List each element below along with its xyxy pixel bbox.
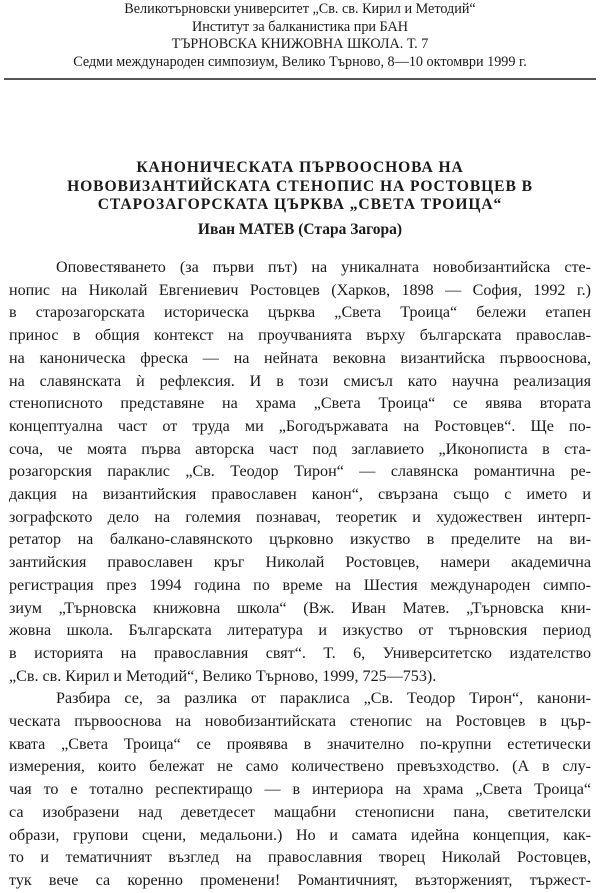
title-line: НОВОВИЗАНТИЙСКАТА СТЕНОПИС НА РОСТОВЦЕВ В bbox=[67, 177, 533, 195]
body-line: соча, че моята първа авторска част под заглавието „Иконописта в ста- bbox=[9, 440, 591, 458]
body-line: принос в общия контекст на проучванията върху българската православ- bbox=[9, 327, 591, 345]
institute-line: Институт за балканистика при БАН bbox=[192, 18, 408, 35]
body-line: „Св. св. Кирил и Методий“, Велико Търново, 1999, 725—753). bbox=[9, 667, 437, 685]
body-line: на каноническа фреска — на нейната вековна византийска първооснова, bbox=[9, 349, 591, 367]
body-line: дакция на византийския православен канон“, свързана също с името и bbox=[9, 486, 591, 504]
body-line: зиум „Търновска книжовна школа“ (Вж. Иван Матев. „Търновска кни- bbox=[9, 599, 591, 617]
body-line: тук вече са коренно променени! Романтичният, възторженият, тържест- bbox=[9, 871, 591, 889]
body-line: в историята на православния свят“. Т. 6, Университетско издателство bbox=[9, 644, 591, 662]
body-line: на славянската ѝ рефлексия. И в този смисъл като научна реализация bbox=[9, 372, 591, 390]
article-title bbox=[0, 159, 600, 215]
body-line: Оповестяването (за първи път) на уникалната новобизантийска сте- bbox=[56, 259, 591, 276]
body-line: нопис на Николай Евгениевич Ростовцев (Харков, 1898 — София, 1992 г.) bbox=[9, 281, 591, 299]
university-line: Великотърновски университет „Св. св. Кирил и Методий“ bbox=[124, 1, 476, 17]
article-body bbox=[9, 257, 591, 893]
body-line: жовна школа. Българската литература и изкуство от търновския период bbox=[9, 622, 591, 640]
body-line: стенописното представяне на храма „Света Троица“ се явява втората bbox=[9, 395, 591, 413]
body-line: квата „Света Троица“ се проявява в значително по-крупни естетически bbox=[9, 735, 591, 753]
body-line: концептуална част от труда ми „Богодържавата на Ростовцев“. Ще по- bbox=[9, 417, 591, 435]
publication-header bbox=[0, 0, 600, 71]
title-line: КАНОНИЧЕСКАТА ПЪРВООСНОВА НА bbox=[136, 159, 464, 176]
title-line: СТАРОЗАГОРСКАТА ЦЪРКВА „СВЕТА ТРОИЦА“ bbox=[97, 196, 503, 213]
header-divider bbox=[4, 78, 596, 80]
body-line: ческата първооснова на новобизантийската стенопис на Ростовцев в цър- bbox=[9, 713, 591, 731]
body-line: то и тематичният възглед на православния творец Николай Ростовцев, bbox=[9, 849, 591, 867]
body-line: зантийския православен кръг Николай Ростовцев, намери академична bbox=[9, 554, 591, 572]
article-author: Иван МАТЕВ (Стара Загора) bbox=[197, 221, 403, 238]
body-line: в старозагорската историческа църква „Света Троица“ бележи етапен bbox=[9, 304, 591, 322]
body-line: ретатор на балкано-славянското църковно изкуство в пределите на ви- bbox=[9, 531, 591, 549]
body-line: чая то е тотално респектиращо — в интериора на храма „Света Троица“ bbox=[9, 781, 591, 799]
body-line: Разбира се, за разлика от параклиса „Св. Теодор Тирон“, канони- bbox=[56, 690, 591, 708]
body-line: образи, групови сцени, медальони.) Но и самата идейна концепция, как- bbox=[9, 826, 591, 844]
body-line: са изобразени над деветдесет мащабни стенописни пана, светителски bbox=[9, 803, 591, 821]
body-line: зографското дело на големия познавач, теоретик и художествен интерп- bbox=[9, 508, 591, 526]
body-line: регистрация през 1994 година по време на Шестия международен симпо- bbox=[9, 576, 591, 594]
body-line: розагорския параклис „Св. Теодор Тирон“ — славянска романтична ре- bbox=[9, 463, 591, 481]
series-title-line: ТЪРНОВСКА КНИЖОВНА ШКОЛА. Т. 7 bbox=[171, 36, 429, 52]
symposium-line: Седми международен симпозиум, Велико Търново, 8—10 октомври 1999 г. bbox=[73, 53, 527, 70]
body-line: измерения, които бележат не само количествено превъзходство. (А в слу- bbox=[9, 758, 591, 776]
